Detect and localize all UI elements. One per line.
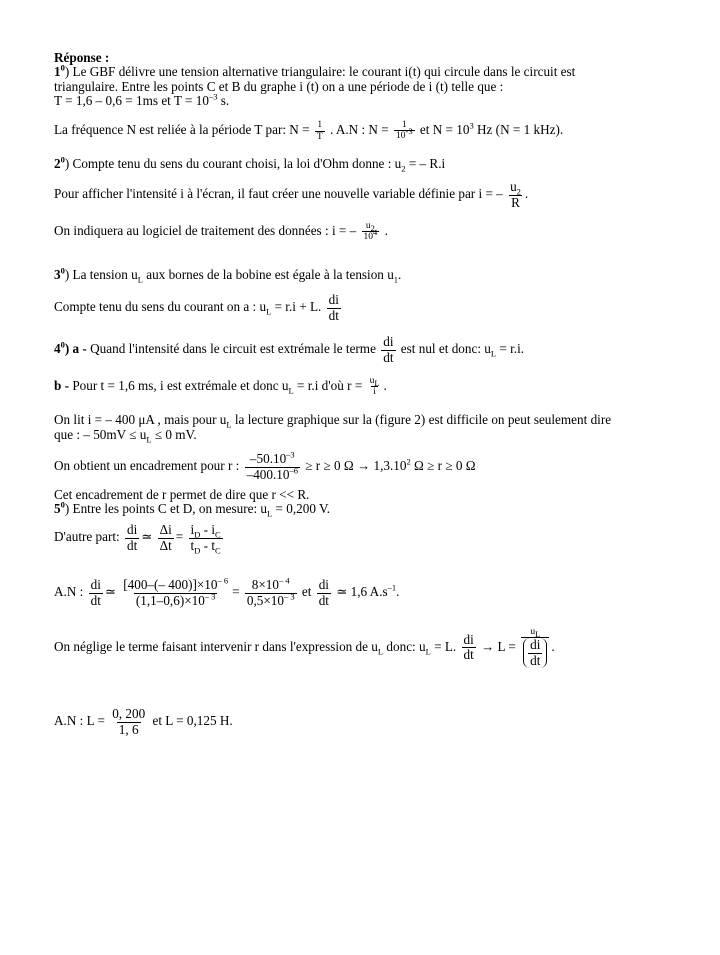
q5-number: $5^0$	[54, 499, 65, 516]
answer-title: Réponse :	[54, 50, 110, 65]
q4-lecture-1: On lit i = – 400 μA , mais pour $u_L$ la lecture graphique sur la (figure 2) est difficile on peut seulement dire	[54, 412, 612, 430]
q3-number: $3^0$	[54, 265, 65, 282]
q5-mesure: $5^0$) Entre les points C et D, on mesure: $u_L = 0,200$ V.	[54, 499, 331, 519]
q5-result: A.N : L = $\frac{0, 200}{1, 6}$ et L = 0,125 H.	[54, 706, 233, 737]
q2-logiciel: On indiquera au logiciel de traitement des données : i = – $\frac{u_2}{10^4}$ .	[54, 221, 388, 243]
q3-tension: $3^0$) La tension $u_L$ aux bornes de la bobine est égale à la tension $u_1$.	[54, 265, 402, 285]
fraction-di-dt: $\frac{di}{dt}$	[127, 522, 138, 553]
fraction-1-over-T: $\frac{1}{T}$	[316, 120, 323, 142]
fraction-di-dt: $\frac{di}{dt}$	[328, 292, 339, 323]
fraction-delta: $\frac{\Delta i}{\Delta t}$	[159, 522, 172, 553]
fraction-L-value: $\frac{0, 200}{1, 6}$	[112, 706, 146, 737]
q4-encadrement: On obtient un encadrement pour r : $\frac{-50.10^{-3}}{-400.10^{-6}}$ ≥ r ≥ 0 $\Omega \to 1,3.10^2$ Ω ≥ r ≥ 0 Ω	[54, 449, 476, 482]
q2-number: $2^0$	[54, 154, 65, 171]
q3-relation: Compte tenu du sens du courant on a : $u_L = r.i + L$. $\frac{di}{dt}$	[54, 292, 339, 323]
fraction-uL-over-didt: $u_L$ di dt	[521, 627, 549, 668]
q4-number: $4^0$) a -	[54, 339, 91, 357]
fraction-uL-over-i: $\frac{u_L}{i}$	[369, 376, 380, 398]
fraction-di-dt: $\frac{di}{dt}$	[318, 577, 329, 608]
q1-frequency: La fréquence N est reliée à la période T par: N = $\frac{1}{T}$ . A.N : N = $\frac{1}{10^{-3}}$ et $N = 10^3$ Hz (N = 1 kHz).	[54, 120, 564, 142]
q5-derivative-def: D'autre part: $\frac{di}{dt}$ ≃ $\frac{\Delta i}{\Delta t}$ = $\frac{i_D - i_C}{t_D - t_C}$	[54, 522, 221, 556]
q1-line-1: $1^0$) Le GBF délivre une tension alternative triangulaire: le courant i(t) qui circule dans le circuit est	[54, 62, 576, 79]
q4-conclusion: Cet encadrement de r permet de dire que r << R.	[54, 487, 310, 502]
fraction-u2-over-10e4: $\frac{u_2}{10^4}$	[363, 221, 378, 243]
fraction-1-over-10e-3: $\frac{1}{10^{-3}}$	[396, 120, 413, 142]
fraction-encadrement: $\frac{-50.10^{-3}}{-400.10^{-6}}$	[246, 449, 298, 482]
fraction-iD-iC: $\frac{i_D - i_C}{t_D - t_C}$	[190, 522, 221, 556]
q5-inductance-formula: On néglige le terme faisant intervenir r dans l'expression de $u_L$ donc: $u_L = L$. $\frac{di}{dt}$ → L = $u_L$ di dt .	[54, 627, 555, 668]
q4-lecture-2: que : – $50mV \le u_L \le 0$ mV.	[54, 427, 197, 445]
fraction-di-dt: $\frac{di}{dt}$	[90, 577, 101, 608]
q1-line-3: T = 1,6 – 0,6 = 1ms et $T = 10^{-3}$ s.	[54, 91, 230, 108]
fraction-an-numeric: $\frac{[400-(- 400)]\times 10^{- 6}}{(1,1-0,6)\times 10^{- 3}}$	[123, 575, 229, 608]
fraction-an-simplified: $\frac{8\times 10^{- 4}}{0,5\times 10^{- 3}}$	[246, 575, 295, 608]
fraction-di-dt: $\frac{di}{dt}$	[463, 631, 474, 663]
q4a-line: $4^0$) a - Quand l'intensité dans le circuit est extrémale le terme $\frac{di}{dt}$ est nul et donc: $u_L = r.i$.	[54, 334, 525, 365]
q2-display: Pour afficher l'intensité i à l'écran, il faut créer une nouvelle variable définie par i = – $\frac{u_2}{R}$ .	[54, 179, 529, 210]
q2-ohm-law: $2^0$) Compte tenu du sens du courant choisi, la loi d'Ohm donne : $u_2$ = – R.i	[54, 154, 446, 174]
q1-line-2: triangulaire. Entre les points C et B du graphe i (t) on a une période de i (t) telle que :	[54, 79, 504, 94]
q1-number: $1^0$	[54, 62, 65, 79]
q5-application: A.N : $\frac{di}{dt}$ ≃ $\frac{[400-(- 400)]\times 10^{- 6}}{(1,1-0,6)\times 10^{- 3}}$ = $\frac{8\times 10^{- 4}}{0,5\times 10^{- 3}}$ et $\frac{di}{dt}$ ≃ 1,6 $A.s^{-1}$.	[54, 575, 400, 608]
fraction-di-dt: $\frac{di}{dt}$	[383, 334, 394, 365]
q4b-line: b - Pour t = 1,6 ms, i est extrémale et donc $u_L = r.i$ d'où r = $\frac{u_L}{i}$ .	[54, 376, 387, 398]
fraction-u2-over-R: $\frac{u_2}{R}$	[510, 179, 521, 210]
